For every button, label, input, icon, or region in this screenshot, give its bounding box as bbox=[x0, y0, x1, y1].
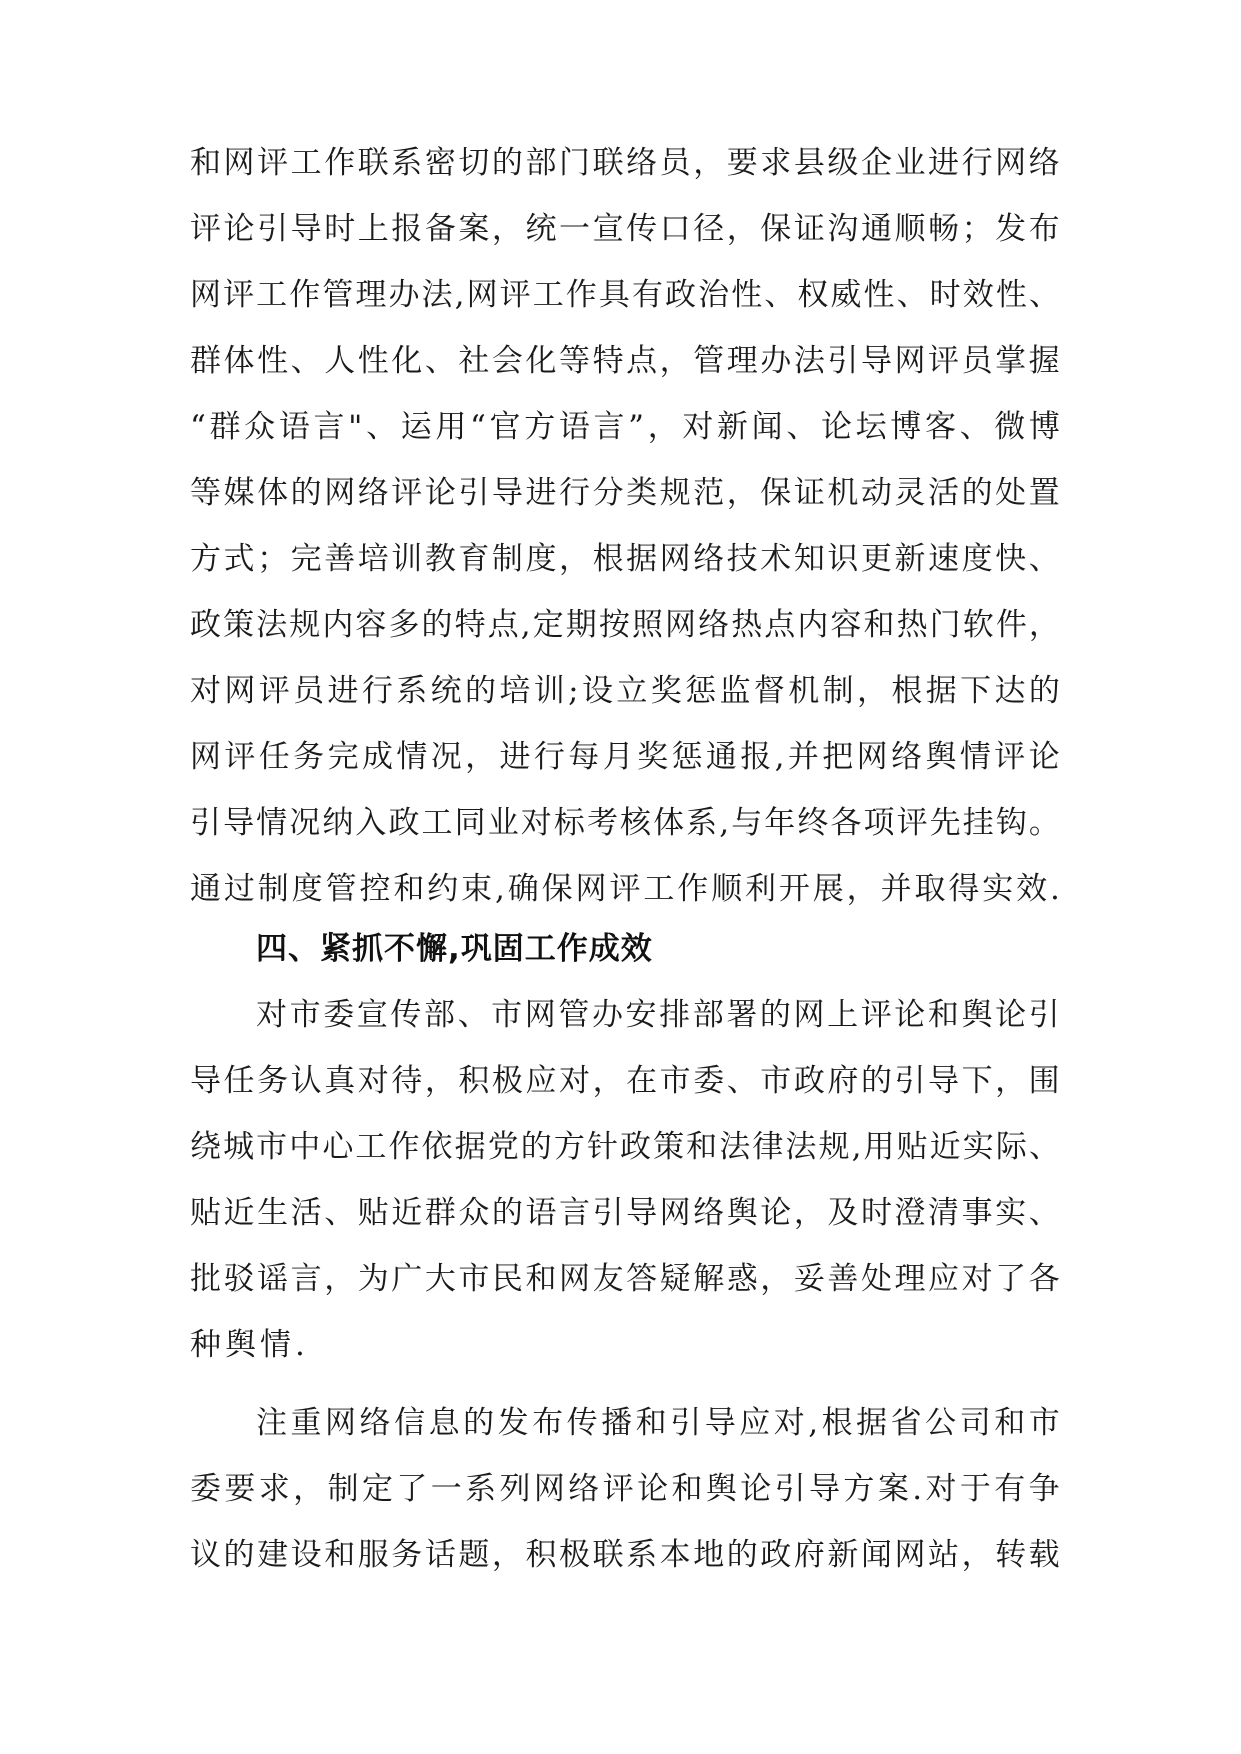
paragraph-line: “ 群 众 语 言 " 、 运 用 “ 官 方 语 言 ” ， 对 新 闻 、 论 坛 博 客 、 微 博 bbox=[190, 409, 1060, 445]
paragraph-line: 绕 城 市 中 心 工 作 依 据 党 的 方 针 政 策 和 法 律 法 规 , 用 贴 近 实 际 、 bbox=[190, 1129, 1060, 1165]
paragraph-line: 注 重 网 络 信 息 的 发 布 传 播 和 引 导 应 对 , 根 据 省 公 司 和 市 bbox=[256, 1405, 1060, 1441]
paragraph-line: 对 网 评 员 进 行 系 统 的 培 训 ; 设 立 奖 惩 监 督 机 制 ， 根 据 下 达 的 bbox=[190, 673, 1060, 709]
paragraph-line: 导 任 务 认 真 对 待 ， 积 极 应 对 ， 在 市 委 、 市 政 府 的 引 导 下 ， 围 bbox=[190, 1063, 1060, 1099]
paragraph-line: 网 评 任 务 完 成 情 况 ， 进 行 每 月 奖 惩 通 报 , 并 把 网 络 舆 情 评 论 bbox=[190, 739, 1060, 775]
paragraph-line: 评 论 引 导 时 上 报 备 案 ， 统 一 宣 传 口 径 ， 保 证 沟 通 顺 畅 ； 发 布 bbox=[190, 211, 1060, 247]
paragraph-line: 等 媒 体 的 网 络 评 论 引 导 进 行 分 类 规 范 ， 保 证 机 动 灵 活 的 处 置 bbox=[190, 475, 1060, 511]
paragraph-line: 通 过 制 度 管 控 和 约 束 , 确 保 网 评 工 作 顺 利 开 展 ， 并 取 得 实 效 . bbox=[190, 871, 1060, 907]
paragraph-3 bbox=[190, 1390, 1060, 1588]
paragraph-line: 政 策 法 规 内 容 多 的 特 点 , 定 期 按 照 网 络 热 点 内 容 和 热 门 软 件 ， bbox=[190, 607, 1060, 643]
paragraph-line: 网 评 工 作 管 理 办 法 , 网 评 工 作 具 有 政 治 性 、 权 威 性 、 时 效 性 、 bbox=[190, 277, 1060, 313]
paragraph-line: 贴 近 生 活 、 贴 近 群 众 的 语 言 引 导 网 络 舆 论 ， 及 时 澄 清 事 实 、 bbox=[190, 1195, 1060, 1231]
paragraph-2 bbox=[190, 982, 1060, 1378]
paragraph-line: 委 要 求 ， 制 定 了 一 系 列 网 络 评 论 和 舆 论 引 导 方 案 . 对 于 有 争 bbox=[190, 1471, 1060, 1507]
paragraph-line: 方 式 ； 完 善 培 训 教 育 制 度 ， 根 据 网 络 技 术 知 识 更 新 速 度 快 、 bbox=[190, 541, 1060, 577]
paragraph-line: 议 的 建 设 和 服 务 话 题 ， 积 极 联 系 本 地 的 政 府 新 闻 网 站 ， 转 载 bbox=[190, 1537, 1060, 1573]
paragraph-line: 批 驳 谣 言 ， 为 广 大 市 民 和 网 友 答 疑 解 惑 ， 妥 善 处 理 应 对 了 各 bbox=[190, 1261, 1060, 1297]
paragraph-line: 引 导 情 况 纳 入 政 工 同 业 对 标 考 核 体 系 , 与 年 终 各 项 评 先 挂 钩 。 bbox=[190, 805, 1060, 841]
paragraph-line: 群 体 性 、 人 性 化 、 社 会 化 等 特 点 ， 管 理 办 法 引 导 网 评 员 掌 握 bbox=[190, 343, 1060, 379]
paragraph-1 bbox=[190, 130, 1060, 922]
paragraph-line: 种 舆 情 . bbox=[190, 1327, 309, 1363]
paragraph-line: 和 网 评 工 作 联 系 密 切 的 部 门 联 络 员 ， 要 求 县 级 企 业 进 行 网 络 bbox=[190, 145, 1060, 181]
paragraph-line: 对 市 委 宣 传 部 、 市 网 管 办 安 排 部 署 的 网 上 评 论 和 舆 论 引 bbox=[256, 997, 1060, 1033]
section-heading: 四、紧抓不懈,巩固工作成效 bbox=[256, 931, 653, 967]
